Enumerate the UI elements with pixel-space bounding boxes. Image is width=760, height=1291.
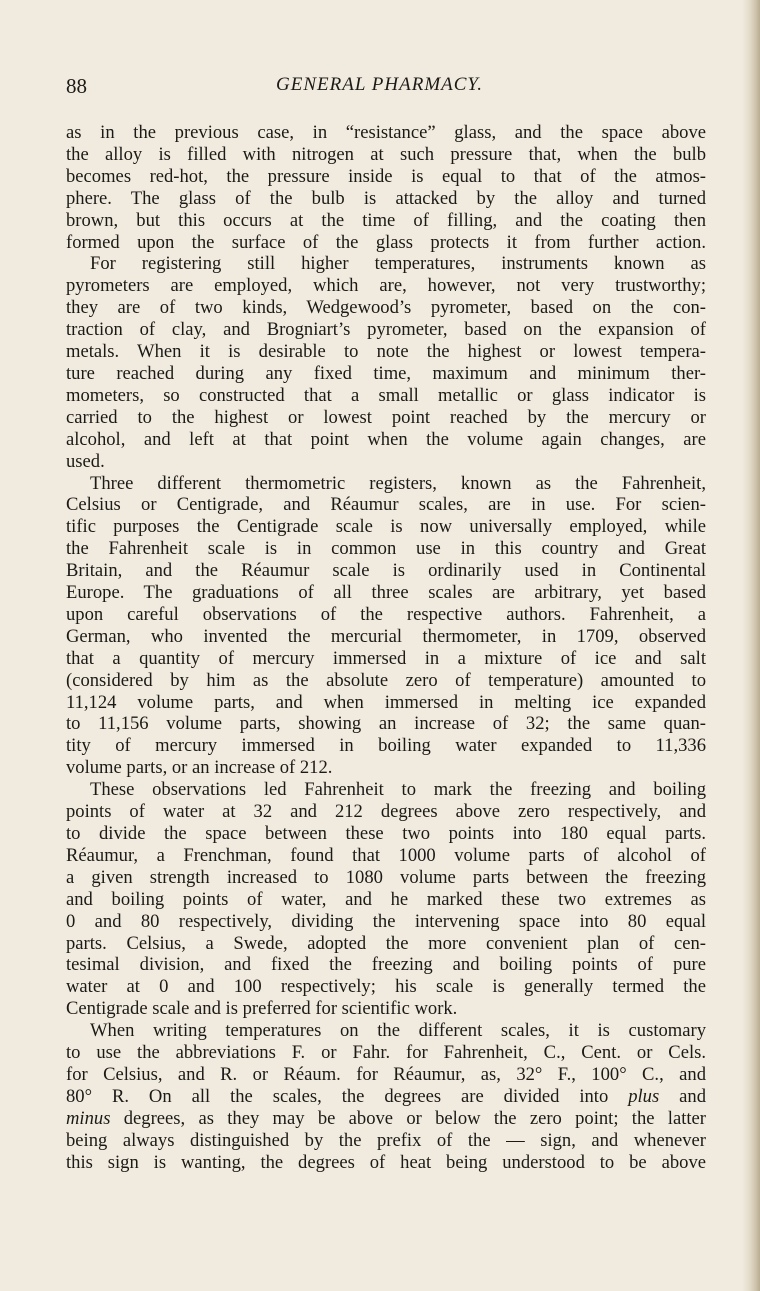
italic-plus: plus: [628, 1085, 660, 1107]
text-line: brown, but this occurs at the time of filling, and the coating then: [66, 209, 706, 231]
text-line: When writing temperatures on the different scales, it is customary: [90, 1020, 706, 1042]
text-line: the alloy is filled with nitrogen at such pressure that, when the bulb: [66, 143, 706, 165]
text-line: tific purposes the Centigrade scale is now universally employed, while: [66, 516, 706, 538]
text-line: alcohol, and left at that point when the volume again changes, are: [66, 428, 706, 450]
text-line: phere. The glass of the bulb is attacked by the alloy and turned: [66, 187, 706, 209]
text-line: Europe. The graduations of all three scales are arbitrary, yet based: [66, 582, 706, 604]
text-line: this sign is wanting, the degrees of heat being understood to be above: [66, 1151, 706, 1173]
page-edge-shadow: [742, 0, 760, 1291]
line-text-and: and: [679, 1085, 707, 1107]
text-line: Celsius or Centigrade, and Réaumur scales, are in use. For scien-: [66, 494, 706, 516]
italic-minus: minus: [66, 1107, 111, 1129]
text-line: being always distinguished by the prefix of the — sign, and whenever: [66, 1129, 706, 1151]
text-line: and boiling points of water, and he marked these two extremes as: [66, 888, 706, 910]
line-text-after: degrees, as they may be above or below the zero point; the latter: [123, 1107, 707, 1129]
text-line: formed upon the surface of the glass protects it from further action.: [66, 231, 706, 253]
text-line: Three different thermometric registers, known as the Fahrenheit,: [90, 472, 706, 494]
text-line: for Celsius, and R. or Réaum. for Réaumur, as, 32° F., 100° C., and: [66, 1063, 706, 1085]
text-line: to use the abbreviations F. or Fahr. for Fahrenheit, C., Cent. or Cels.: [66, 1042, 706, 1064]
text-line: [66, 1108, 706, 1130]
body-text: [66, 122, 706, 1174]
text-line: traction of clay, and Brogniart’s pyrometer, based on the expansion of: [66, 319, 706, 341]
text-line: volume parts, or an increase of 212.: [66, 757, 333, 779]
text-line: Centigrade scale and is preferred for scientific work.: [66, 998, 458, 1020]
text-line: tesimal division, and fixed the freezing and boiling points of pure: [66, 954, 706, 976]
text-line: pyrometers are employed, which are, however, not very trustworthy;: [66, 275, 706, 297]
text-line: becomes red-hot, the pressure inside is equal to that of the atmos-: [66, 165, 706, 187]
text-line: the Fahrenheit scale is in common use in this country and Great: [66, 538, 706, 560]
text-line: points of water at 32 and 212 degrees above zero respectively, and: [66, 801, 706, 823]
running-title: GENERAL PHARMACY.: [276, 74, 484, 95]
text-line: parts. Celsius, a Swede, adopted the more convenient plan of cen-: [66, 932, 706, 954]
text-line: to 11,156 volume parts, showing an increase of 32; the same quan-: [66, 713, 706, 735]
text-line: 11,124 volume parts, and when immersed in melting ice expanded: [66, 691, 706, 713]
text-line: to divide the space between these two points into 180 equal parts.: [66, 823, 706, 844]
line-text-lead: 80° R. On all the scales, the degrees are divided into: [66, 1085, 609, 1107]
text-line: a given strength increased to 1080 volume parts between the freezing: [66, 866, 706, 888]
text-line: mometers, so constructed that a small metallic or glass indicator is: [66, 384, 706, 406]
text-line: ture reached during any fixed time, maximum and minimum ther-: [66, 362, 706, 384]
page-number: 88: [66, 74, 87, 98]
text-line: carried to the highest or lowest point reached by the mercury or: [66, 406, 706, 428]
text-line: These observations led Fahrenheit to mark the freezing and boiling: [90, 779, 706, 801]
text-line: [66, 1086, 706, 1108]
text-line: as in the previous case, in “resistance” glass, and the space above: [66, 122, 706, 143]
text-line: Réaumur, a Frenchman, found that 1000 volume parts of alcohol of: [66, 844, 706, 866]
text-line: water at 0 and 100 respectively; his scale is generally termed the: [66, 976, 706, 998]
text-line: metals. When it is desirable to note the highest or lowest tempera-: [66, 341, 706, 363]
text-line: For registering still higher temperatures, instruments known as: [90, 253, 706, 275]
text-line: upon careful observations of the respective authors. Fahrenheit, a: [66, 603, 706, 625]
text-line: 0 and 80 respectively, dividing the intervening space into 80 equal: [66, 910, 706, 932]
text-line: Britain, and the Réaumur scale is ordinarily used in Continental: [66, 560, 706, 582]
text-line: tity of mercury immersed in boiling water expanded to 11,336: [66, 735, 706, 757]
text-line: German, who invented the mercurial thermometer, in 1709, observed: [66, 625, 706, 647]
text-line: they are of two kinds, Wedgewood’s pyrometer, based on the con-: [66, 297, 706, 319]
text-line: that a quantity of mercury immersed in a mixture of ice and salt: [66, 647, 706, 669]
text-line: (considered by him as the absolute zero of temperature) amounted to: [66, 669, 706, 691]
text-line: used.: [66, 450, 105, 472]
page-header: [66, 74, 706, 102]
